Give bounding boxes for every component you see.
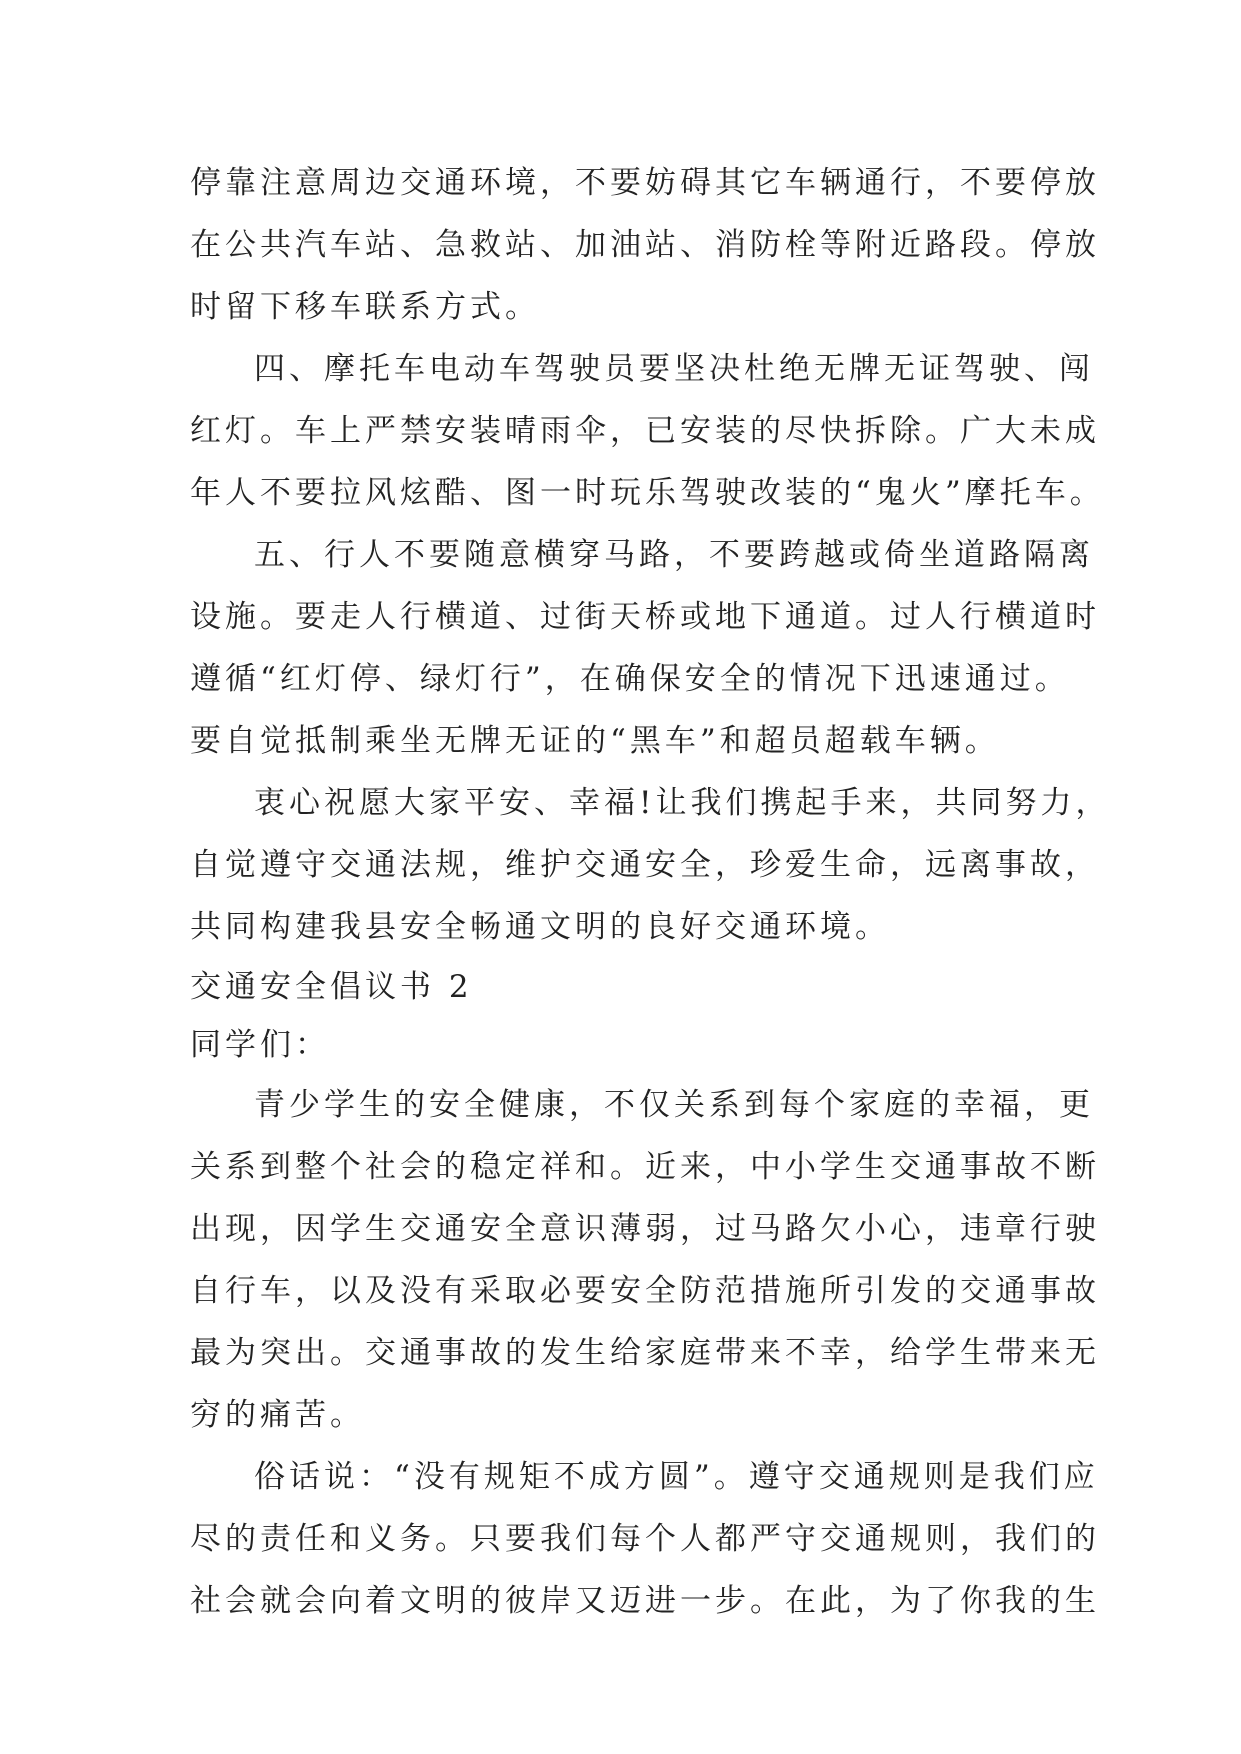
paragraph-first-line: 四、摩托车电动车驾驶员要坚决杜绝无牌无证驾驶、闯 — [254, 351, 1094, 387]
paragraph-first-line: 俗话说：“没有规矩不成方圆”。遵守交通规则是我们应 — [254, 1459, 1099, 1495]
text-line: 自觉遵守交通法规，维护交通安全，珍爱生命，远离事故， — [190, 847, 1100, 883]
text-line: 穷的痛苦。 — [190, 1397, 365, 1433]
text-line: 红灯。车上严禁安装晴雨伞，已安装的尽快拆除。广大未成 — [190, 413, 1100, 449]
text-line: 停靠注意周边交通环境，不要妨碍其它车辆通行，不要停放 — [190, 165, 1100, 201]
text-line: 时留下移车联系方式。 — [190, 289, 540, 325]
text-line: 出现，因学生交通安全意识薄弱，过马路欠小心，违章行驶 — [190, 1211, 1100, 1247]
text-line: 在公共汽车站、急救站、加油站、消防栓等附近路段。停放 — [190, 227, 1100, 263]
text-line: 遵循“红灯停、绿灯行”，在确保安全的情况下迅速通过。 — [190, 661, 1070, 697]
salutation: 同学们： — [190, 1027, 330, 1063]
paragraph-first-line: 青少学生的安全健康，不仅关系到每个家庭的幸福，更 — [254, 1087, 1094, 1123]
text-line: 关系到整个社会的稳定祥和。近来，中小学生交通事故不断 — [190, 1149, 1100, 1185]
text-line: 共同构建我县安全畅通文明的良好交通环境。 — [190, 909, 890, 945]
text-line: 要自觉抵制乘坐无牌无证的“黑车”和超员超载车辆。 — [190, 723, 1000, 759]
text-line: 设施。要走人行横道、过街天桥或地下通道。过人行横道时 — [190, 599, 1100, 635]
paragraph-first-line: 五、行人不要随意横穿马路，不要跨越或倚坐道路隔离 — [254, 537, 1094, 573]
text-line: 最为突出。交通事故的发生给家庭带来不幸，给学生带来无 — [190, 1335, 1100, 1371]
paragraph-first-line: 衷心祝愿大家平安、幸福!让我们携起手来，共同努力， — [254, 785, 1111, 821]
section-title: 交通安全倡议书 2 — [190, 969, 473, 1005]
document-body — [190, 152, 1111, 1632]
text-line: 年人不要拉风炫酷、图一时玩乐驾驶改装的“鬼火”摩托车。 — [190, 475, 1105, 511]
text-line: 社会就会向着文明的彼岸又迈进一步。在此，为了你我的生 — [190, 1583, 1100, 1619]
text-line: 自行车，以及没有采取必要安全防范措施所引发的交通事故 — [190, 1273, 1100, 1309]
text-line: 尽的责任和义务。只要我们每个人都严守交通规则，我们的 — [190, 1521, 1100, 1557]
